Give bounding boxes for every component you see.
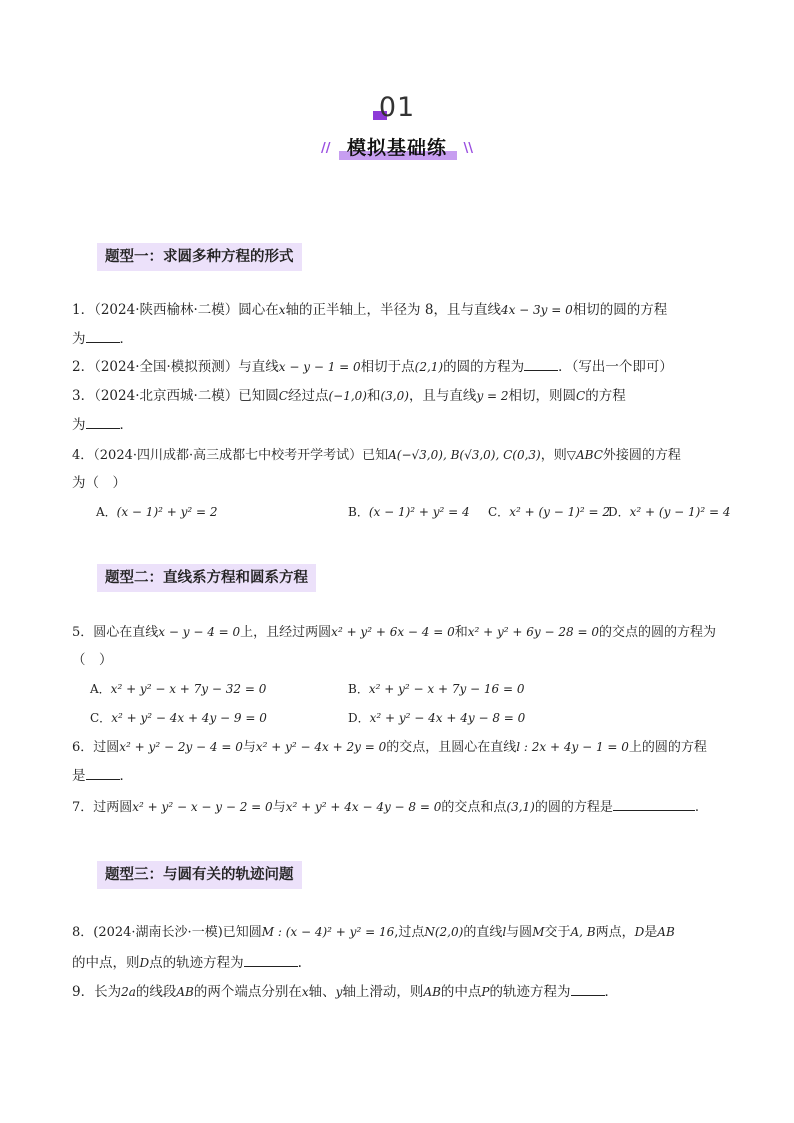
q6-text: 上的圆的方程	[628, 740, 707, 755]
question-4-line-2: 为（ ）	[72, 475, 126, 491]
q5-option-b[interactable]	[348, 679, 525, 699]
q9-math: AB	[176, 985, 194, 999]
q8-text: 的直线	[463, 925, 503, 940]
q6-text: 的交点，且圆心在直线	[386, 740, 517, 755]
question-1-line-1	[72, 300, 667, 320]
option-label: C．	[488, 505, 510, 519]
q7-text: 的交点和点	[441, 800, 507, 815]
q5-option-c[interactable]	[90, 708, 267, 728]
q8-text: 两点，	[595, 925, 635, 940]
q2-text: ．（写出一个即可）	[558, 359, 673, 375]
q8-math: AB	[657, 925, 675, 939]
option-label: D．	[608, 505, 630, 519]
q8-text: 8．(2024·湖南长沙·一模)已知圆	[72, 925, 262, 940]
q8-math: A, B	[570, 925, 596, 939]
section-heading-2: 题型二：直线系方程和圆系方程	[97, 564, 316, 592]
option-label: D．	[348, 711, 370, 725]
question-4-line-1	[72, 445, 681, 466]
q2-text: 的圆的方程为	[443, 359, 525, 375]
q9-math: P	[481, 985, 490, 999]
q5-text: 上，且经过两圆	[240, 625, 332, 640]
q1-text: ．	[119, 331, 133, 347]
q9-math: AB	[423, 985, 441, 999]
right-slash-decoration: \\	[463, 141, 473, 156]
q9-math: y	[335, 985, 343, 999]
question-6-line-2	[72, 765, 133, 786]
question-5-line-1	[72, 622, 716, 643]
q8-text: 的中点，则	[72, 955, 140, 971]
q8-text: .	[297, 955, 302, 971]
q6-math: x² + y² − 2y − 4 = 0	[119, 740, 243, 754]
section-heading-3: 题型三：与圆有关的轨迹问题	[97, 861, 302, 889]
question-2	[72, 356, 673, 377]
q6-text: 是	[72, 768, 86, 784]
q5-text: 和	[454, 625, 468, 640]
q1-math: x	[278, 303, 286, 317]
q8-math: D	[139, 956, 150, 970]
q2-math: x − y − 1 = 0	[278, 360, 361, 374]
q2-math: (2,1)	[414, 360, 444, 374]
option-expression: x² + y² − 4x + 4y − 9 = 0	[111, 711, 267, 725]
question-3-line-1	[72, 386, 626, 406]
q8-math: M : (x − 4)² + y² = 16	[261, 925, 395, 939]
q5-math: x² + y² + 6y − 28 = 0	[467, 625, 599, 639]
q8-text: 是	[644, 925, 658, 940]
chapter-title-block	[0, 133, 794, 160]
q4-math: ▽ABC	[566, 448, 603, 462]
q9-math: 2a	[121, 985, 136, 999]
q4-text: 外接圆的方程	[602, 448, 681, 463]
chapter-title: 模拟基础练	[346, 137, 447, 159]
option-expression: (x − 1)² + y² = 4	[368, 505, 470, 519]
q3-text: 3．（2024·北京西城·二模）已知圆	[72, 388, 279, 404]
q9-text: 9．长为	[72, 984, 122, 1000]
question-8-line-1	[72, 922, 675, 943]
q4-option-a[interactable]	[96, 502, 218, 522]
q2-text: 相切于点	[360, 359, 415, 375]
chapter-title-wrap	[320, 133, 473, 160]
q3-math: (−1,0)	[328, 389, 367, 403]
q4-text: 4．（2024·四川成都·高三成都七中校考开学考试）已知	[72, 448, 389, 463]
section-heading-1: 题型一：求圆多种方程的形式	[97, 243, 302, 271]
answer-blank[interactable]	[244, 952, 298, 967]
option-label: C．	[90, 711, 112, 725]
q8-math: l	[502, 925, 507, 939]
q3-text: 和	[366, 388, 381, 404]
q9-text: 的线段	[135, 984, 177, 1000]
q7-text: 的圆的方程是	[534, 800, 613, 815]
option-expression: x² + y² − x + 7y − 32 = 0	[110, 682, 267, 696]
q8-text: 与圆	[506, 925, 533, 940]
answer-blank[interactable]	[613, 796, 695, 811]
q5-text: 5．圆心在直线	[72, 625, 159, 640]
q5-math: x − y − 4 = 0	[158, 625, 241, 639]
option-expression: (x − 1)² + y² = 2	[116, 505, 218, 519]
question-9	[72, 981, 618, 1002]
q1-text: 相切的圆的方程	[572, 302, 668, 318]
q5-option-d[interactable]	[348, 708, 525, 728]
option-label: A．	[90, 682, 111, 696]
option-expression: x² + (y − 1)² = 4	[629, 505, 731, 519]
question-3-line-2	[72, 414, 133, 435]
question-6-line-1	[72, 737, 707, 758]
question-7	[72, 796, 699, 818]
q8-math: M	[532, 925, 545, 939]
q8-text: ,过点	[394, 925, 425, 940]
q1-math: 4x − 3y = 0	[500, 303, 573, 317]
answer-blank[interactable]	[86, 328, 120, 343]
q3-text: 的方程	[585, 388, 626, 404]
answer-blank[interactable]	[571, 981, 605, 996]
q3-text: 为	[72, 417, 86, 433]
q3-text: 相切，则圆	[508, 388, 577, 404]
q7-math: (3,1)	[506, 800, 535, 814]
q9-text: 的两个端点分别在	[193, 984, 302, 1000]
q8-math: D	[634, 925, 645, 939]
q2-text: 2．（2024·全国·模拟预测）与直线	[72, 359, 279, 375]
left-slash-decoration: //	[320, 141, 331, 156]
q6-text: 与	[242, 740, 256, 755]
q4-option-b[interactable]	[348, 502, 470, 522]
q4-text: ，则	[540, 448, 567, 463]
answer-blank[interactable]	[86, 765, 120, 780]
q9-text: 轴、	[308, 984, 336, 1000]
option-label: A．	[96, 505, 117, 519]
option-label: B．	[348, 505, 369, 519]
q5-math: x² + y² + 6x − 4 = 0	[331, 625, 455, 639]
q9-text: 的轨迹方程为	[489, 984, 571, 1000]
option-expression: x² + (y − 1)² = 2	[509, 505, 611, 519]
q4-math: A(−√3,0), B(√3,0), C(0,3)	[388, 448, 541, 462]
q9-text: 轴上滑动，则	[342, 984, 424, 1000]
q6-text: 6．过圆	[72, 740, 120, 755]
q3-text: ．	[119, 417, 133, 433]
q1-text: 轴的正半轴上，半径为 8，且与直线	[285, 302, 501, 318]
q4-option-c[interactable]	[488, 502, 610, 522]
q7-math: x² + y² + 4x − 4y − 8 = 0	[285, 800, 442, 814]
chapter-number-wrap	[379, 92, 415, 123]
question-1-line-2	[72, 328, 133, 349]
chapter-number: 01	[378, 92, 416, 123]
answer-blank[interactable]	[86, 414, 120, 429]
answer-blank[interactable]	[524, 356, 558, 371]
q7-math: x² + y² − x − y − 2 = 0	[132, 800, 273, 814]
q6-math: x² + y² − 4x + 2y = 0	[255, 740, 387, 754]
q3-math: C	[576, 389, 586, 403]
q7-text: 7．过两圆	[72, 800, 133, 815]
q9-math: x	[301, 985, 309, 999]
q5-option-a[interactable]	[90, 679, 266, 699]
q3-math: (3,0)	[380, 389, 409, 403]
q9-text: 的中点	[440, 984, 482, 1000]
q6-math: l : 2x + 4y − 1 = 0	[516, 740, 629, 754]
q3-math: y = 2	[476, 389, 509, 403]
q9-text: ．	[604, 984, 618, 1000]
q7-text: .	[694, 800, 699, 815]
q3-text: ，且与直线	[408, 388, 477, 404]
option-expression: x² + y² − x + 7y − 16 = 0	[368, 682, 525, 696]
option-label: B．	[348, 682, 369, 696]
q1-text: 1．（2024·陕西榆林·二模）圆心在	[72, 302, 279, 318]
q3-math: C	[278, 389, 288, 403]
q1-text: 为	[72, 331, 86, 347]
chapter-number-block	[0, 92, 794, 123]
q3-text: 经过点	[287, 388, 329, 404]
q5-text: 的交点的圆的方程为	[599, 625, 717, 640]
question-5-line-2: （ ）	[72, 652, 113, 668]
q8-math: N(2,0)	[424, 925, 464, 939]
question-8-line-2	[72, 952, 302, 973]
q8-text: 点的轨迹方程为	[149, 955, 244, 971]
q4-option-d[interactable]	[608, 502, 730, 522]
option-expression: x² + y² − 4x + 4y − 8 = 0	[369, 711, 526, 725]
q8-text: 交于	[544, 925, 571, 940]
q7-text: 与	[272, 800, 286, 815]
q6-text: ．	[119, 768, 133, 784]
